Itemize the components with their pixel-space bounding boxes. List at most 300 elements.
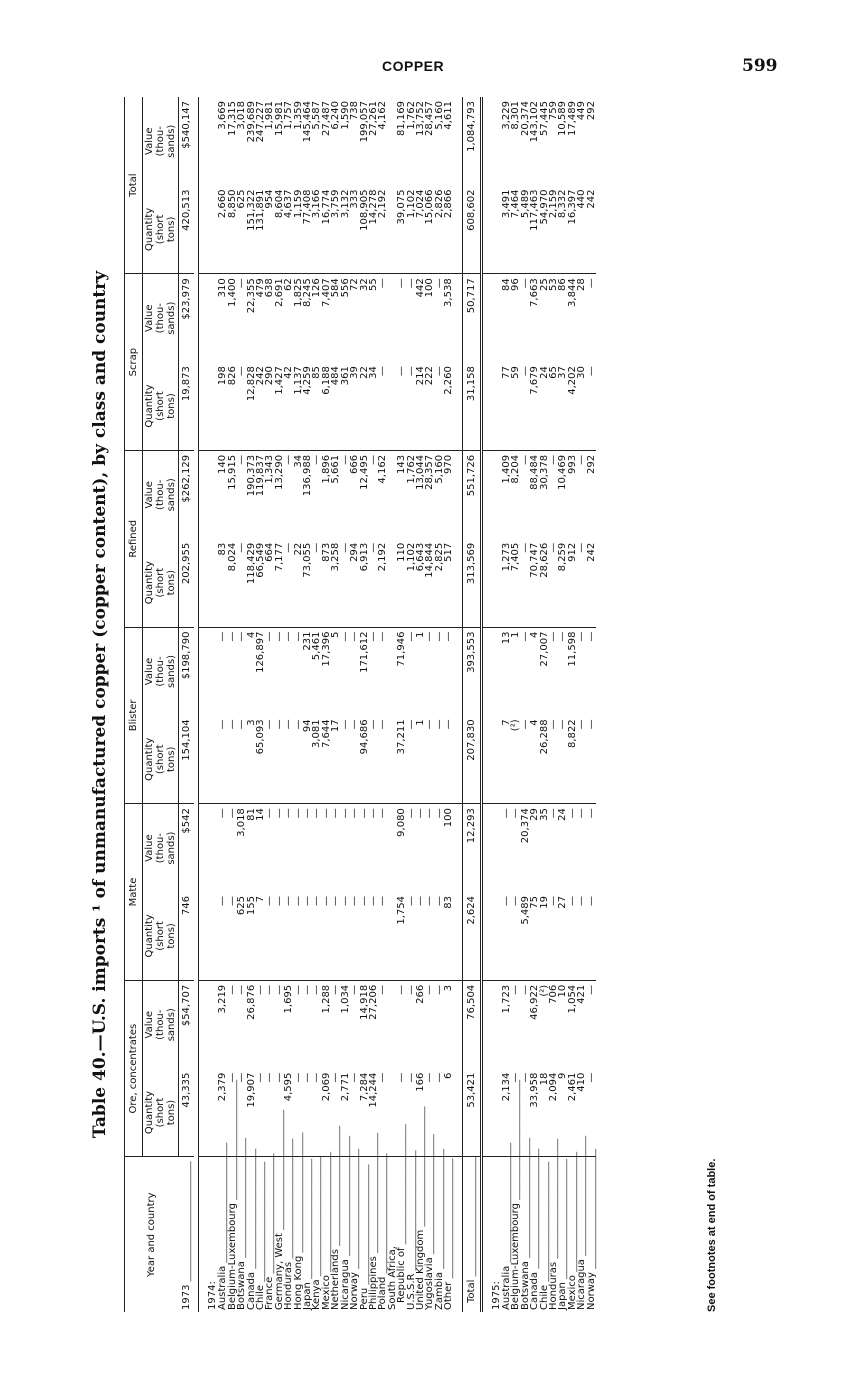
value-cell: 292	[585, 101, 597, 121]
quantity-cell: 7,464	[511, 185, 520, 273]
quantity-cell: 7,405	[511, 539, 520, 627]
quantity-cell: 28,626	[540, 539, 549, 627]
quantity-cell: —	[312, 892, 321, 980]
quantity-cell: 410	[577, 1069, 586, 1157]
quantity-cell: 207,830	[462, 715, 481, 803]
empty-cell	[481, 892, 491, 980]
value-cell: 1,343	[264, 454, 276, 484]
country-row	[587, 97, 596, 1312]
quantity-cell: 19	[540, 892, 549, 980]
country-row	[378, 97, 387, 1312]
column-header-line: Quantity	[144, 384, 155, 428]
column-header-line: sands)	[166, 1008, 177, 1042]
value-cell: 310	[217, 278, 229, 298]
empty-cell	[199, 980, 208, 1068]
quantity-cell: —	[407, 892, 416, 980]
quantity-cell: 154,104	[179, 715, 195, 803]
quantity-cell: 625	[237, 185, 246, 273]
column-header-line: tons)	[166, 923, 177, 949]
value-cell: 4,162	[377, 454, 389, 484]
row-label: South Africa,	[386, 1246, 398, 1310]
value-cell: 86	[557, 278, 569, 292]
value-cell: 10,469	[557, 454, 569, 490]
value-column-header	[143, 97, 179, 185]
quantity-cell: —	[237, 362, 246, 450]
quantity-cell: 873	[322, 539, 331, 627]
empty-cell	[454, 362, 463, 450]
table-title: Table 40.—U.S. imports ¹ of unmanufactured copper (copper content), by class and country	[90, 270, 110, 1139]
quantity-cell: 31,158	[462, 362, 481, 450]
quantity-cell: 198	[218, 362, 227, 450]
quantity-cell: 1,137	[294, 362, 303, 450]
value-cell: 171,612	[358, 631, 370, 673]
empty-cell	[454, 539, 463, 627]
quantity-cell: 24	[540, 362, 549, 450]
value-cell: 10,589	[557, 101, 569, 136]
quantity-cell: —	[587, 1069, 596, 1157]
leader-dots: ________________________	[433, 1148, 445, 1273]
stub-header: Year and country	[125, 1157, 179, 1312]
row-label: 1974:	[207, 1281, 219, 1310]
page-number: 599	[742, 56, 778, 76]
empty-cell	[199, 892, 208, 980]
quantity-cell: 30	[577, 362, 586, 450]
quantity-cell: (²)	[511, 715, 520, 803]
quantity-cell: —	[341, 892, 350, 980]
quantity-cell: 290	[265, 362, 274, 450]
value-cell: 239,689	[245, 101, 257, 143]
quantity-cell: —	[350, 1069, 359, 1157]
quantity-cell: 42	[284, 362, 293, 450]
value-cell: $23,979	[181, 278, 192, 320]
quantity-cell: 2,134	[502, 1069, 511, 1157]
value-cell: —	[339, 808, 351, 819]
value-cell: 3,018	[236, 808, 248, 837]
column-header-line: sands)	[166, 124, 177, 158]
column-header-line: (short	[155, 921, 166, 951]
value-cell: 199,057	[358, 101, 370, 143]
quantity-cell: 53,421	[462, 1069, 481, 1157]
spacer-row	[481, 97, 491, 1312]
quantity-cell: 3,132	[341, 185, 350, 273]
quantity-cell: —	[322, 892, 331, 980]
column-header-line: sands)	[166, 478, 177, 512]
value-cell: —	[292, 808, 304, 819]
row-label: Total	[465, 1279, 477, 1303]
quantity-cell: —	[587, 892, 596, 980]
quantity-cell: 8,850	[228, 185, 237, 273]
quantity-cell: —	[521, 715, 530, 803]
quantity-cell: 3,491	[502, 185, 511, 273]
row-label: Philippines	[367, 1256, 379, 1310]
quantity-cell: 2,825	[435, 539, 444, 627]
column-header-line: Quantity	[144, 737, 155, 781]
quantity-cell: 131,891	[256, 185, 265, 273]
quantity-cell: —	[265, 715, 274, 803]
table-container	[124, 97, 596, 1312]
value-column-header	[143, 274, 179, 362]
quantity-cell: —	[577, 892, 586, 980]
quantity-cell: 746	[179, 892, 195, 980]
leader-dots: ________________________	[377, 1153, 389, 1277]
quantity-cell: 1,427	[275, 362, 284, 450]
quantity-column-header	[143, 715, 179, 803]
row-label: Germany, West	[273, 1233, 285, 1310]
leader-dots: ________________________	[465, 1156, 477, 1280]
value-cell: 8,301	[510, 101, 522, 130]
leader-dots: ________________________	[320, 1151, 332, 1276]
value-cell: 3,669	[217, 101, 229, 130]
leader-dots: ________________________	[566, 1151, 578, 1276]
empty-cell	[454, 1069, 463, 1157]
value-cell: 27,007	[538, 631, 550, 667]
quantity-cell: 39	[350, 362, 359, 450]
quantity-cell: 6,913	[360, 539, 369, 627]
value-cell: 62	[283, 278, 295, 292]
column-header-line: tons)	[166, 393, 177, 419]
empty-cell	[481, 185, 491, 273]
value-cell: —	[519, 278, 531, 289]
value-cell: 20,374	[519, 101, 531, 136]
empty-cell	[454, 97, 463, 185]
value-cell: 57,445	[538, 101, 550, 136]
value-cell: 5	[330, 631, 342, 638]
value-cell: —	[367, 454, 379, 465]
value-cell: —	[576, 808, 588, 819]
quantity-cell: —	[397, 362, 406, 450]
quantity-cell: —	[284, 892, 293, 980]
value-cell: 9,080	[396, 808, 408, 837]
quantity-cell: —	[312, 1069, 321, 1157]
empty-cell	[454, 185, 463, 273]
empty-cell	[199, 627, 208, 715]
quantity-cell: —	[294, 715, 303, 803]
value-cell: 1,054	[566, 984, 578, 1014]
value-cell: 706	[548, 984, 559, 1004]
quantity-cell: 7,024	[416, 185, 425, 273]
row-label: Australia	[217, 1265, 229, 1310]
value-cell: —	[311, 984, 323, 995]
value-cell: 10	[557, 984, 569, 998]
leader-dots: ________________________	[255, 1161, 267, 1285]
row-label: Poland	[377, 1276, 389, 1310]
quantity-cell: 19,907	[247, 1069, 256, 1157]
quantity-cell: —	[284, 715, 293, 803]
value-cell: 15,981	[273, 101, 285, 136]
value-cell: —	[585, 808, 597, 819]
quantity-column-header	[143, 362, 179, 450]
quantity-cell: 5,489	[521, 892, 530, 980]
leader-dots: ________________________	[245, 1148, 257, 1272]
empty-cell	[454, 274, 463, 362]
value-cell: —	[311, 454, 323, 465]
value-cell: —	[548, 808, 559, 819]
value-cell: 8,204	[510, 454, 522, 484]
empty-cell	[454, 892, 463, 980]
quantity-cell: —	[312, 539, 321, 627]
value-cell: —	[217, 808, 229, 819]
value-cell: 190,373	[245, 454, 257, 497]
quantity-cell: 70,747	[530, 539, 539, 627]
quantity-cell: 2,826	[435, 185, 444, 273]
value-cell: 3,018	[236, 101, 248, 130]
value-cell: 76,504	[462, 980, 481, 1068]
value-cell: —	[349, 808, 361, 819]
value-cell: 759	[548, 101, 559, 121]
quantity-cell: 826	[228, 362, 237, 450]
row-label: Mexico	[320, 1275, 332, 1310]
empty-cell	[481, 627, 491, 715]
quantity-cell: 14,278	[369, 185, 378, 273]
quantity-cell: 2,260	[444, 362, 453, 450]
quantity-cell: 43,335	[179, 1069, 195, 1157]
empty-cell	[481, 539, 491, 627]
value-cell: 100	[424, 278, 436, 298]
row-label: Hong Kong	[292, 1255, 304, 1310]
value-column-header	[143, 804, 179, 892]
column-header-line: Value	[144, 127, 155, 155]
quantity-cell: 75	[530, 892, 539, 980]
value-cell: 4	[529, 631, 541, 638]
quantity-cell: 6,643	[416, 539, 425, 627]
quantity-cell: —	[341, 715, 350, 803]
quantity-cell: —	[521, 539, 530, 627]
column-header-line: (short	[155, 567, 166, 598]
value-cell: 8,245	[302, 278, 314, 307]
quantity-cell: 8,259	[558, 539, 567, 627]
value-cell: 96	[510, 278, 522, 292]
quantity-cell: 7	[256, 892, 265, 980]
value-cell: —	[283, 454, 295, 465]
column-header-line: Value	[144, 834, 155, 862]
quantity-cell: —	[237, 715, 246, 803]
quantity-cell: 151,322	[247, 185, 256, 273]
quantity-cell: 12,828	[247, 362, 256, 450]
value-cell: $198,790	[181, 631, 192, 680]
value-cell: 17,489	[566, 101, 578, 136]
quantity-cell: 59	[511, 362, 520, 450]
value-cell: —	[273, 631, 285, 642]
quantity-cell: —	[511, 1069, 520, 1157]
quantity-cell: 6,188	[322, 362, 331, 450]
value-cell: —	[396, 278, 408, 289]
value-cell: 1,409	[500, 454, 512, 484]
value-cell: —	[273, 808, 285, 819]
leader-dots: ________________________	[548, 1138, 559, 1262]
quantity-cell: 73,055	[303, 539, 312, 627]
value-cell: 126,897	[255, 631, 267, 673]
value-cell: 27,487	[320, 101, 332, 136]
quantity-cell: 1,102	[407, 539, 416, 627]
row-label-cell	[462, 1157, 481, 1312]
leader-dots: ________________________	[226, 1079, 238, 1204]
value-cell: —	[367, 631, 379, 642]
quantity-cell: 34	[369, 362, 378, 450]
quantity-cell: 85	[312, 362, 321, 450]
row-label: Netherlands	[330, 1249, 342, 1310]
value-cell: 140	[217, 454, 229, 475]
row-label: Nicaragua	[339, 1259, 351, 1310]
row-label: Japan	[557, 1282, 569, 1310]
quantity-cell: 39,075	[397, 185, 406, 273]
value-cell: 584	[330, 278, 342, 298]
value-cell: 13,044	[414, 454, 426, 490]
quantity-cell: —	[521, 362, 530, 450]
quantity-cell: 94,686	[360, 715, 369, 803]
quantity-cell: 3,081	[312, 715, 321, 803]
group-header: Scrap	[125, 274, 143, 451]
value-cell: —	[226, 984, 238, 995]
row-label: United Kingdom	[414, 1229, 426, 1310]
quantity-cell: —	[228, 892, 237, 980]
value-cell: 442	[414, 278, 426, 298]
value-cell: —	[424, 631, 436, 642]
value-cell: 738	[349, 101, 361, 121]
column-header-line: (short	[155, 744, 166, 775]
quantity-cell: 26,288	[540, 715, 549, 803]
value-cell: 1,757	[283, 101, 295, 130]
quantity-cell: —	[275, 892, 284, 980]
column-header-line: Value	[144, 1011, 155, 1039]
value-cell: 4	[245, 631, 257, 638]
value-cell: 71,946	[396, 631, 408, 667]
value-cell: —	[424, 984, 436, 995]
row-label: Belgium-Luxembourg	[510, 1203, 522, 1310]
column-header-line: (thou-	[155, 126, 166, 157]
empty-cell	[481, 980, 491, 1068]
quantity-cell: —	[511, 892, 520, 980]
value-cell: —	[339, 454, 351, 465]
quantity-cell: —	[218, 892, 227, 980]
quantity-cell: —	[350, 892, 359, 980]
value-cell: 50,717	[462, 274, 481, 362]
quantity-cell: 2,094	[549, 1069, 558, 1157]
column-header-line: (short	[155, 1097, 166, 1128]
value-cell: 55	[367, 278, 379, 292]
quantity-cell: 361	[341, 362, 350, 450]
quantity-cell: —	[256, 1069, 265, 1157]
quantity-cell: 294	[350, 539, 359, 627]
quantity-cell: 37	[558, 362, 567, 450]
quantity-cell: 3,166	[312, 185, 321, 273]
quantity-cell: 77	[502, 362, 511, 450]
value-cell: —	[358, 808, 370, 819]
value-cell: 7,407	[320, 278, 332, 307]
quantity-column-header	[143, 539, 179, 627]
quantity-cell: —	[341, 539, 350, 627]
value-cell: —	[264, 808, 276, 819]
value-cell: 13,752	[414, 101, 426, 136]
value-cell: —	[217, 631, 229, 642]
quantity-cell: 1,159	[294, 185, 303, 273]
column-header-line: Quantity	[144, 914, 155, 958]
value-cell: —	[283, 808, 295, 819]
value-cell: 136,988	[302, 454, 314, 497]
value-cell: 292	[585, 454, 597, 475]
quantity-cell: 2,379	[218, 1069, 227, 1157]
leader-dots: ________________________	[302, 1158, 314, 1283]
leader-dots: ________________________	[529, 1148, 541, 1272]
leader-dots: ________________________	[538, 1161, 550, 1285]
leader-dots: ________________________	[443, 1158, 455, 1282]
quantity-cell: —	[228, 1069, 237, 1157]
empty-cell	[481, 715, 491, 803]
quantity-cell: —	[331, 1069, 340, 1157]
value-cell: 5,160	[433, 101, 445, 130]
empty-cell	[199, 185, 208, 273]
empty-cell	[199, 715, 208, 803]
leader-dots: ________________________	[367, 1132, 379, 1257]
value-cell: —	[377, 984, 389, 995]
value-cell: —	[576, 631, 588, 642]
value-cell: 1,762	[405, 454, 417, 484]
value-cell: 29	[529, 808, 541, 821]
quantity-cell: 4,202	[568, 362, 577, 450]
quantity-cell: 54,970	[540, 185, 549, 273]
value-cell: 556	[339, 278, 351, 298]
quantity-cell: 7,679	[530, 362, 539, 450]
quantity-cell: 2,771	[341, 1069, 350, 1157]
row-label: Norway	[349, 1272, 361, 1310]
quantity-cell: —	[435, 892, 444, 980]
column-header-line: tons)	[166, 746, 177, 773]
value-column-header	[143, 450, 179, 538]
row-label: Honduras	[283, 1261, 295, 1310]
value-cell: 14	[255, 808, 267, 821]
leader-dots: ________________________	[264, 1153, 276, 1277]
leader-dots: ________________________	[396, 1124, 408, 1248]
quantity-cell: 4,595	[284, 1069, 293, 1157]
empty-cell	[491, 715, 502, 803]
value-cell: —	[273, 984, 285, 995]
quantity-cell: —	[350, 715, 359, 803]
quantity-column-header	[143, 1069, 179, 1157]
row-label: Norway	[585, 1272, 597, 1310]
row-label: 1973	[180, 1284, 192, 1310]
value-cell: 5,661	[330, 454, 342, 484]
value-cell: 81,169	[396, 101, 408, 136]
group-header: Ore, concentrates	[125, 980, 143, 1157]
value-cell: 12,495	[358, 454, 370, 490]
quantity-cell: 14,244	[369, 1069, 378, 1157]
value-cell: 1	[414, 631, 426, 638]
value-column-header	[143, 627, 179, 715]
quantity-cell: —	[521, 1069, 530, 1157]
value-cell: —	[264, 984, 276, 995]
quantity-column-header	[143, 185, 179, 273]
column-header-line: Quantity	[144, 1090, 155, 1135]
value-cell: 24	[557, 808, 569, 821]
quantity-cell: 5,489	[521, 185, 530, 273]
quantity-cell: 66,549	[256, 539, 265, 627]
quantity-cell: 3	[247, 715, 256, 803]
column-header-line: tons)	[166, 1099, 177, 1126]
quantity-cell: 94	[303, 715, 312, 803]
quantity-cell: 9	[558, 1069, 567, 1157]
empty-cell	[454, 804, 463, 892]
group-header: Total	[125, 97, 143, 274]
value-cell: —	[377, 808, 389, 819]
value-cell: —	[320, 808, 332, 819]
leader-dots: ________________________	[180, 1161, 192, 1285]
quantity-cell: 7	[502, 715, 511, 803]
value-cell: 3,844	[566, 278, 578, 307]
quantity-cell: 2,624	[462, 892, 481, 980]
row-label: U.S.S.R	[405, 1273, 417, 1310]
value-cell: 638	[264, 278, 276, 298]
quantity-cell: —	[218, 715, 227, 803]
column-header-line: tons)	[166, 569, 177, 596]
